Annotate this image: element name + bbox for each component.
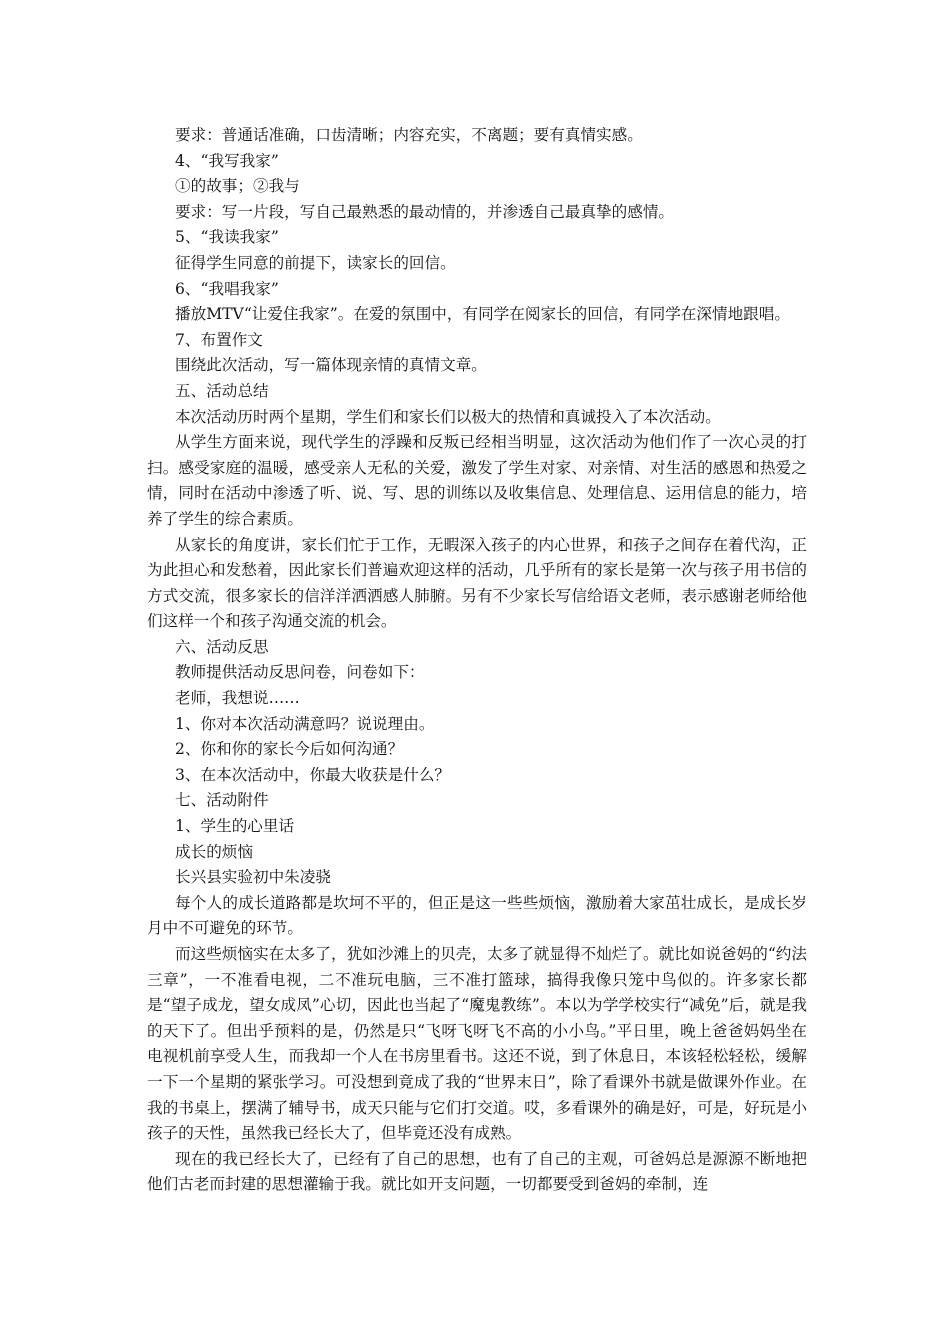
paragraph: 从家长的角度讲，家长们忙于工作，无暇深入孩子的内心世界，和孩子之间存在着代沟，正为此担心和发愁着，因此家长们普遍欢迎这样的活动，几乎所有的家长是第一次与孩子用书信的方式交流，很多家长的信洋洋洒洒感人肺腑。另有不少家长写信给语文老师，表示感谢老师给他们这样一个和孩子沟通交流的机会。 <box>147 535 807 631</box>
essay-author: 长兴县实验初中朱凌骁 <box>175 868 331 887</box>
document-body <box>147 123 807 1198</box>
paragraph: 要求：普通话准确，口齿清晰；内容充实，不离题；要有真情实感。 <box>175 126 643 144</box>
paragraph: 每个人的成长道路都是坎坷不平的，但正是这一些些烦恼，激励着大家茁壮成长，是成长岁月中不可避免的环节。 <box>147 893 807 938</box>
section-heading: 六、活动反思 <box>175 637 269 656</box>
section-heading: 5、“我读我家” <box>175 228 279 247</box>
paragraph: 要求：写一片段，写自己最熟悉的最动情的，并渗透自己最真挚的感情。 <box>175 202 675 221</box>
paragraph: 现在的我已经长大了，已经有了自己的思想，也有了自己的主观，可爸妈总是源源不断地把他们古老而封建的思想灌输于我。就比如开支问题，一切都要受到爸妈的牵制，连 <box>147 1149 807 1194</box>
paragraph: 征得学生同意的前提下，读家长的回信。 <box>175 253 456 272</box>
section-heading: 7、布置作文 <box>175 330 263 349</box>
paragraph: ①的故事；②我与 <box>175 177 300 196</box>
essay-title: 成长的烦恼 <box>175 842 253 861</box>
paragraph: 老师，我想说…… <box>175 689 300 708</box>
section-heading: 6、“我唱我家” <box>175 279 279 298</box>
paragraph: 播放MTV“让爱住我家”。在爱的氛围中，有同学在阅家长的回信，有同学在深情地跟唱。 <box>175 305 790 324</box>
question-item: 2、你和你的家长今后如何沟通？ <box>175 740 404 759</box>
paragraph: 从学生方面来说，现代学生的浮躁和反叛已经相当明显，这次活动为他们作了一次心灵的打扫。感受家庭的温暖，感受亲人无私的关爱，激发了学生对家、对亲情、对生活的感恩和热爱之情，同时在活动中渗透了听、说、写、思的训练以及收集信息、处理信息、运用信息的能力，培养了学生的综合素质。 <box>147 433 807 528</box>
question-item: 1、你对本次活动满意吗？说说理由。 <box>175 714 435 733</box>
section-heading: 1、学生的心里话 <box>175 817 295 836</box>
section-heading: 七、活动附件 <box>175 791 269 810</box>
section-heading: 4、“我写我家” <box>175 151 279 170</box>
paragraph: 教师提供活动反思问卷，问卷如下： <box>175 663 425 682</box>
paragraph: 而这些烦恼实在太多了，犹如沙滩上的贝壳，太多了就显得不灿烂了。就比如说爸妈的“约法三章”，一不准看电视，二不准玩电脑，三不准打篮球，搞得我像只笼中鸟似的。许多家长都是“望子成龙，望女成凤”心切，因此也当起了“魔鬼教练”。本以为学学校实行“减免”后，就是我的天下了。但出乎预料的是，仍然是只“飞呀飞呀飞不高的小小鸟。”平日里，晚上爸爸妈妈坐在电视机前享受人生，而我却一个人在书房里看书。这还不说，到了休息日，本该轻松轻松，缓解一下一个星期的紧张学习。可没想到竟成了我的“世界末日”，除了看课外书就是做课外作业。在我的书桌上，摆满了辅导书，成天只能与它们打交道。哎，多看课外的确是好，可是，好玩是小孩子的天性，虽然我已经长大了，但毕竟还没有成熟。 <box>147 945 807 1143</box>
paragraph: 本次活动历时两个星期，学生们和家长们以极大的热情和真诚投入了本次活动。 <box>175 407 721 426</box>
section-heading: 五、活动总结 <box>175 381 269 400</box>
paragraph: 围绕此次活动，写一篇体现亲情的真情文章。 <box>175 356 487 375</box>
question-item: 3、在本次活动中，你最大收获是什么？ <box>175 765 451 784</box>
